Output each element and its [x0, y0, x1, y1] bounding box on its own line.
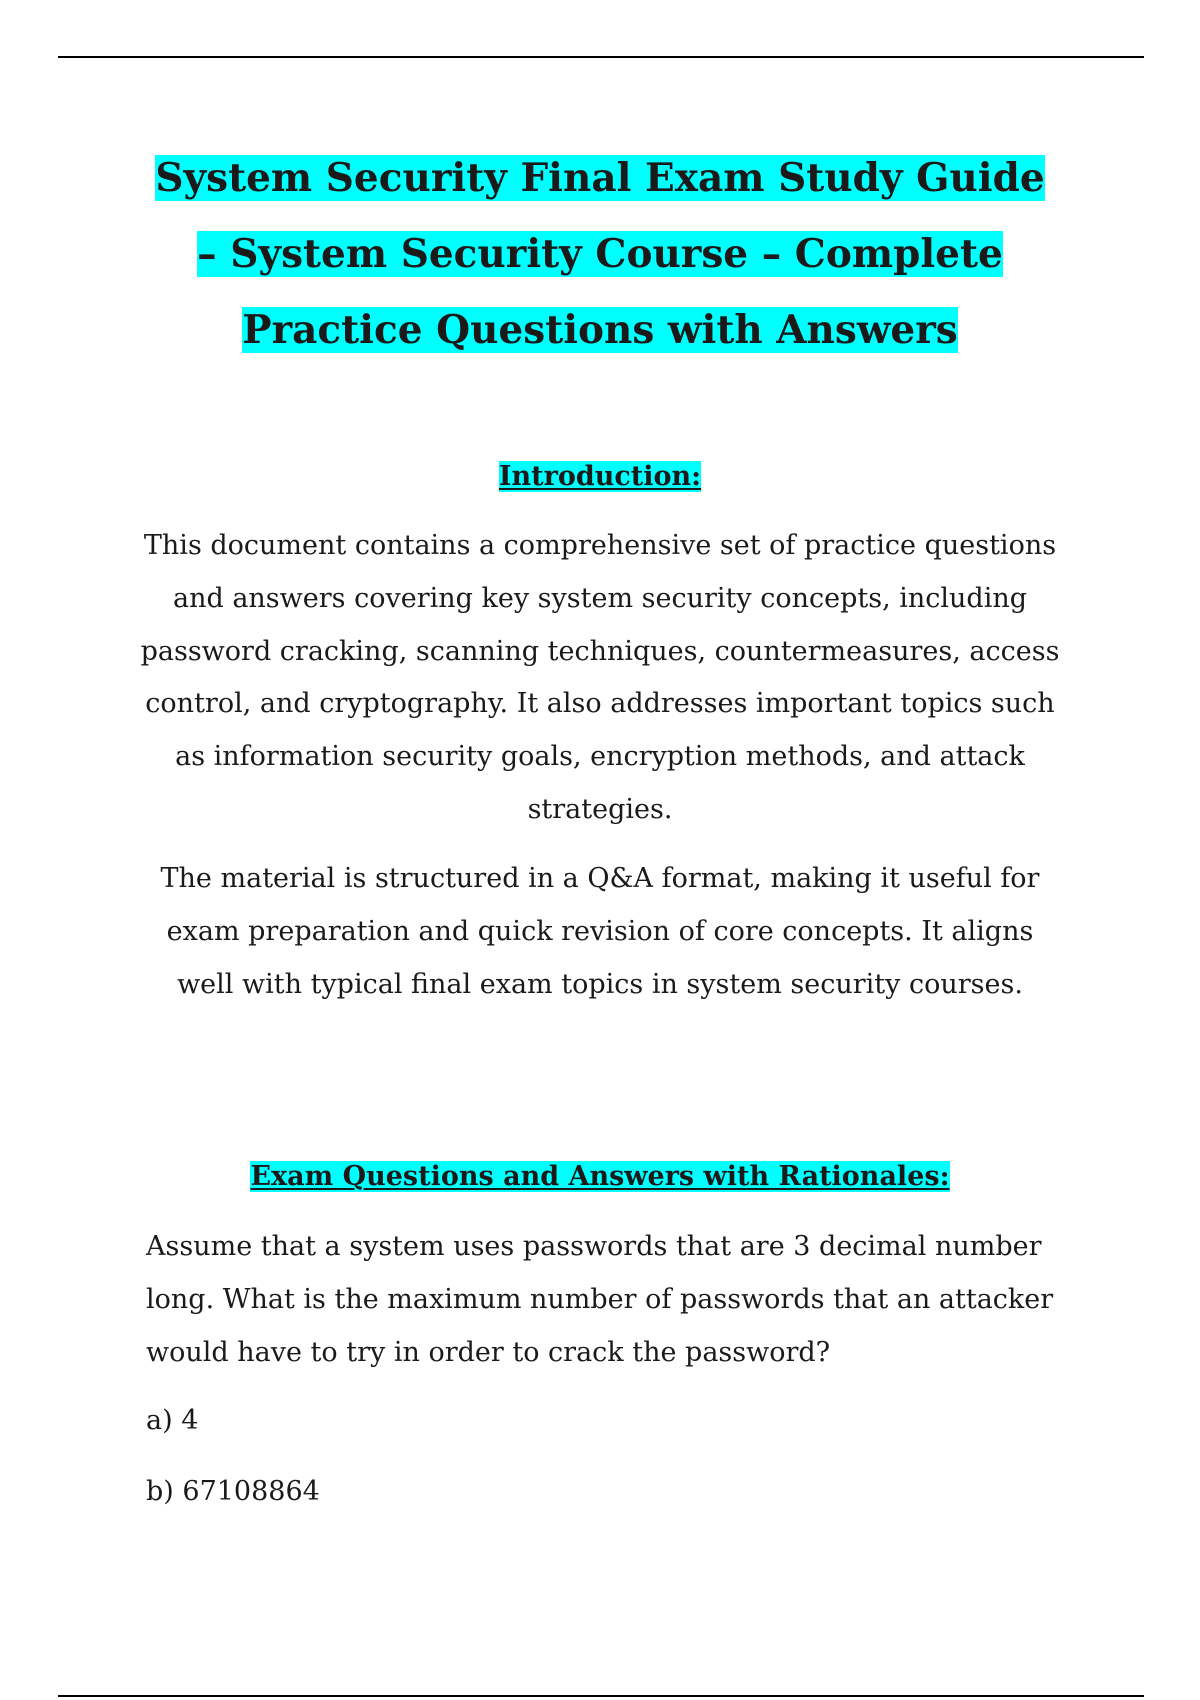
document-title	[140, 140, 1060, 368]
introduction-heading: Introduction:	[498, 461, 702, 492]
bottom-rule	[58, 1695, 1144, 1697]
answer-option-b: b) 67108864	[146, 1476, 320, 1507]
introduction-paragraph-2: The material is structured in a Q&A format, making it useful for exam preparation and quick revision of core concepts. It aligns well with typical final exam topics in system security courses.	[160, 863, 1040, 1000]
title-line-3: Practice Questions with Answers	[242, 307, 958, 353]
question-text: Assume that a system uses passwords that are 3 decimal number long. What is the maximum number of passwords that an attacker would have to try in order to crack the password?	[146, 1231, 1054, 1368]
top-rule	[58, 56, 1144, 58]
title-line-1: System Security Final Exam Study Guide	[155, 155, 1045, 201]
exam-section-heading: Exam Questions and Answers with Rationales:	[250, 1161, 950, 1192]
answer-option-a: a) 4	[146, 1405, 199, 1436]
introduction-paragraph-1: This document contains a comprehensive set of practice questions and answers covering key system security concepts, including password cracking, scanning techniques, countermeasures, access control, and cryptography. It also addresses important topics such as information security goals, encryption methods, and attack strategies.	[140, 530, 1060, 825]
title-line-2: – System Security Course – Complete	[197, 231, 1003, 277]
